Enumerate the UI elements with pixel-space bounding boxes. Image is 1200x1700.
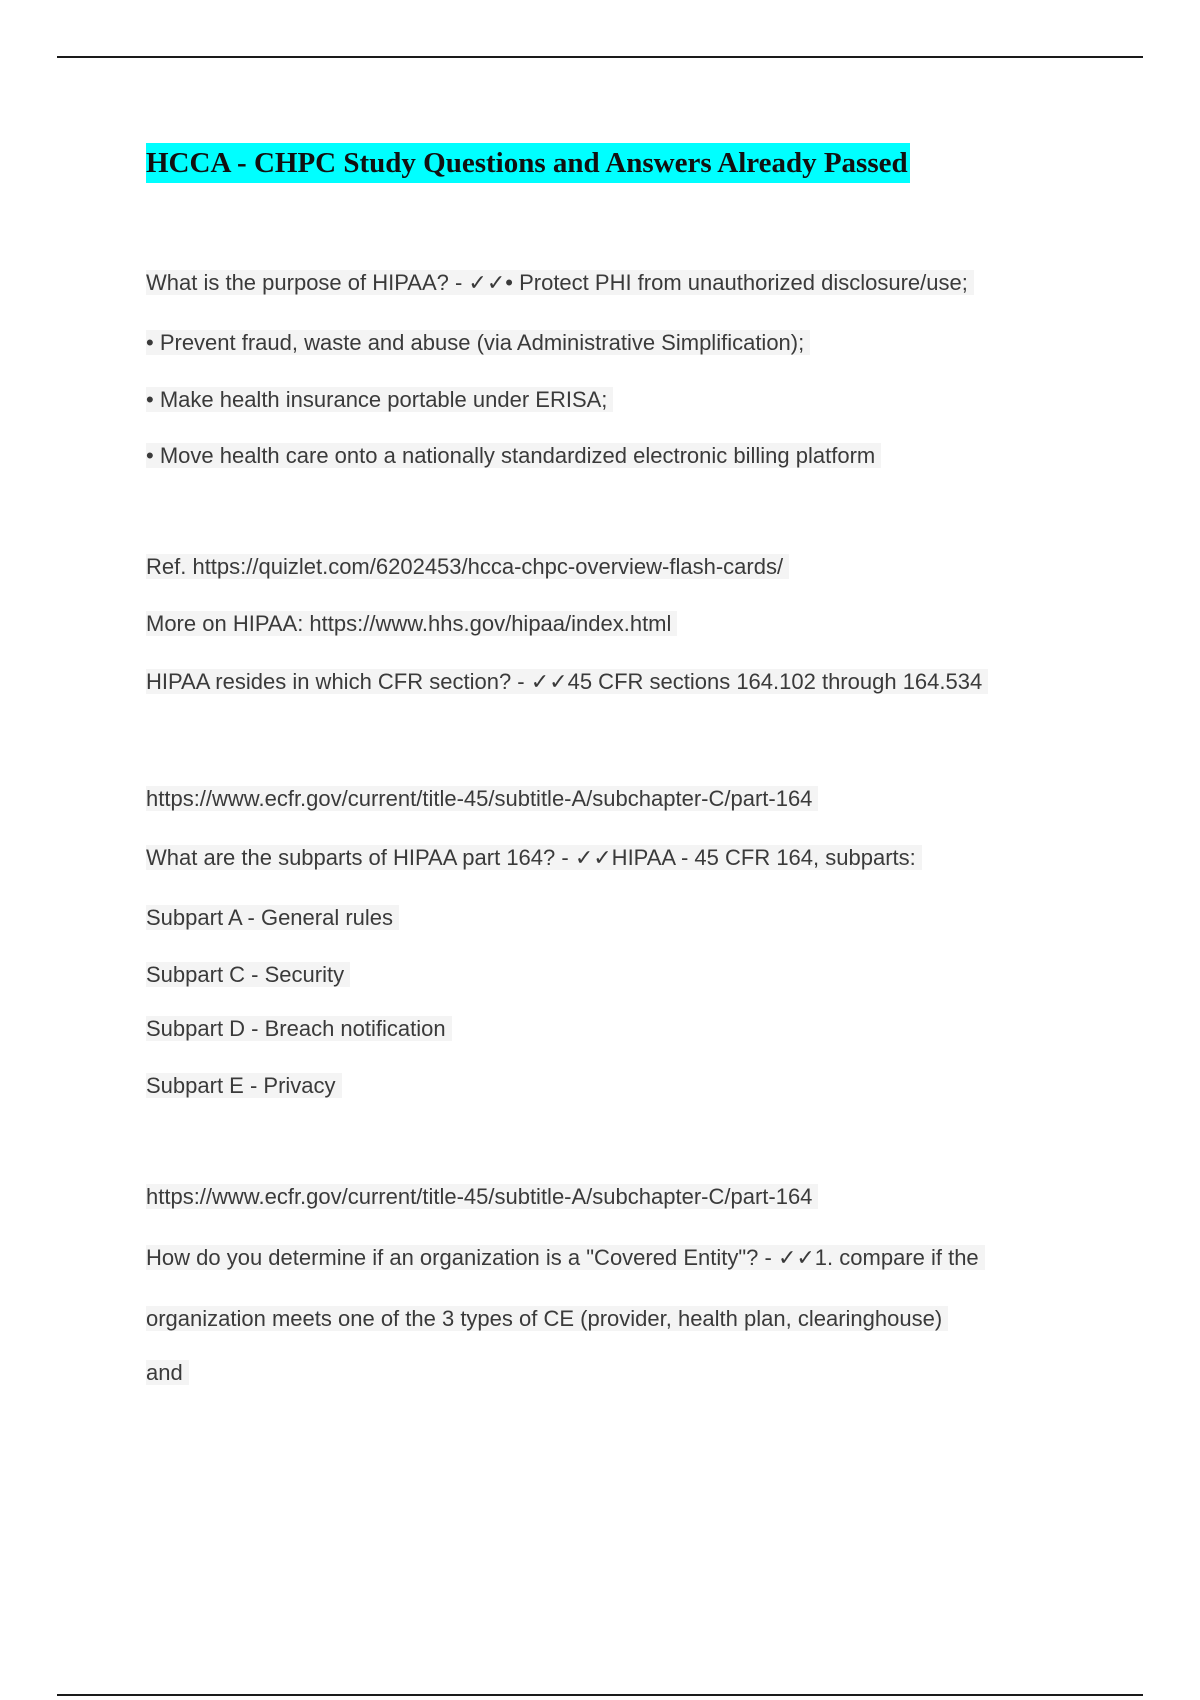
- line-text: Subpart D - Breach notification: [146, 1016, 452, 1041]
- body-line: [146, 843, 922, 873]
- line-text: Subpart E - Privacy: [146, 1073, 342, 1098]
- body-line: [146, 903, 399, 933]
- line-text: • Make health insurance portable under ERISA;: [146, 387, 613, 412]
- line-text: Subpart A - General rules: [146, 905, 399, 930]
- line-text: and: [146, 1360, 189, 1385]
- body-line: [146, 385, 613, 415]
- body-line: [146, 268, 974, 298]
- line-text: Subpart C - Security: [146, 962, 350, 987]
- line-text: What are the subparts of HIPAA part 164? - ✓✓HIPAA - 45 CFR 164, subparts:: [146, 845, 922, 870]
- bottom-rule: [57, 1694, 1143, 1696]
- line-text: HIPAA resides in which CFR section? - ✓✓45 CFR sections 164.102 through 164.534: [146, 669, 988, 694]
- line-text: Ref. https://quizlet.com/6202453/hcca-chpc-overview-flash-cards/: [146, 554, 789, 579]
- line-text: https://www.ecfr.gov/current/title-45/subtitle-A/subchapter-C/part-164: [146, 786, 818, 811]
- line-text: organization meets one of the 3 types of CE (provider, health plan, clearinghouse): [146, 1306, 948, 1331]
- body-line: [146, 784, 818, 814]
- body-line: [146, 552, 789, 582]
- body-line: [146, 441, 881, 471]
- line-text: More on HIPAA: https://www.hhs.gov/hipaa/index.html: [146, 611, 677, 636]
- body-line: [146, 1014, 452, 1044]
- body-line: [146, 960, 350, 990]
- line-text: • Move health care onto a nationally standardized electronic billing platform: [146, 443, 881, 468]
- body-line: [146, 667, 988, 697]
- body-line: [146, 1304, 948, 1334]
- line-text: https://www.ecfr.gov/current/title-45/subtitle-A/subchapter-C/part-164: [146, 1184, 818, 1209]
- body-line: [146, 1182, 818, 1212]
- line-text: What is the purpose of HIPAA? - ✓✓• Protect PHI from unauthorized disclosure/use;: [146, 270, 974, 295]
- document-title: HCCA - CHPC Study Questions and Answers Already Passed: [146, 143, 910, 183]
- body-line: [146, 1243, 985, 1273]
- body-line: [146, 328, 810, 358]
- body-line: [146, 609, 677, 639]
- top-rule: [57, 56, 1143, 58]
- line-text: • Prevent fraud, waste and abuse (via Administrative Simplification);: [146, 330, 810, 355]
- line-text: How do you determine if an organization is a "Covered Entity"? - ✓✓1. compare if the: [146, 1245, 985, 1270]
- body-line: [146, 1358, 189, 1388]
- body-line: [146, 1071, 342, 1101]
